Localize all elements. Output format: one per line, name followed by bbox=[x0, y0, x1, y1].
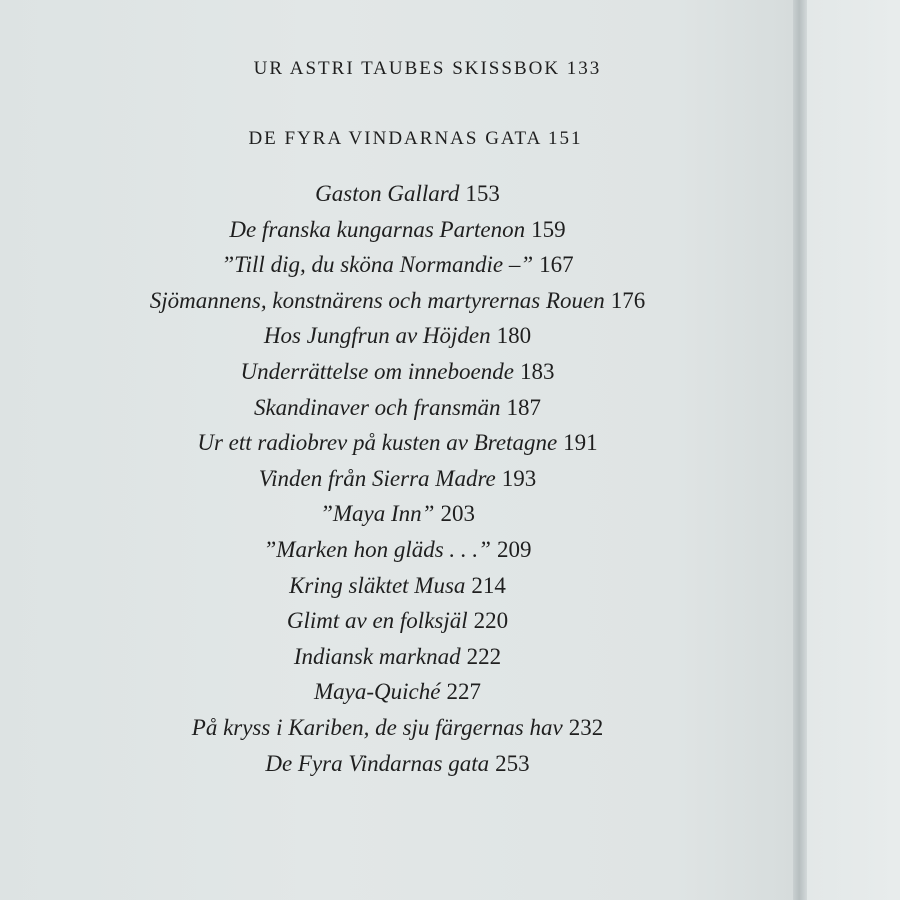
toc-entry-title: ”Till dig, du sköna Normandie –” bbox=[221, 252, 534, 278]
toc-entry-page: 153 bbox=[465, 181, 500, 206]
section-heading-skissbok: UR ASTRI TAUBES SKISSBOK 133 bbox=[253, 58, 602, 79]
toc-entry-title: Sjömannens, konstnärens och martyrernas Rouen bbox=[149, 287, 605, 313]
toc-entry bbox=[0, 318, 795, 354]
toc-entry bbox=[0, 247, 795, 283]
toc-entry-title: Vinden från Sierra Madre bbox=[258, 465, 496, 491]
toc-entry bbox=[0, 603, 795, 639]
toc-entry-title: På kryss i Kariben, de sju färgernas hav bbox=[191, 714, 563, 740]
toc-entry-title: Indiansk marknad bbox=[293, 643, 461, 669]
toc-entry bbox=[0, 710, 795, 746]
section-heading-vindarnas-gata: DE FYRA VINDARNAS GATA 151 bbox=[248, 128, 583, 149]
toc-entry-page: 232 bbox=[568, 714, 604, 740]
toc-entry-title: Glimt av en folksjäl bbox=[286, 608, 468, 634]
toc-entry bbox=[0, 390, 795, 426]
toc-entry-title: Maya-Quiché bbox=[314, 679, 441, 705]
toc-entry-title: Ur ett radiobrev på kusten av Bretagne bbox=[197, 430, 558, 456]
toc-entry bbox=[0, 354, 795, 390]
toc-entry bbox=[0, 212, 795, 248]
toc-entry-title: ”Marken hon gläds . . .” bbox=[263, 536, 491, 562]
toc-entry bbox=[0, 532, 795, 568]
toc-entry-page: 191 bbox=[563, 430, 598, 456]
toc-entry bbox=[0, 425, 795, 461]
toc-entry-title: Skandinaver och fransmän bbox=[253, 394, 501, 420]
toc-entry-title: De Fyra Vindarnas gata bbox=[265, 750, 490, 776]
toc-entry-page: 220 bbox=[473, 608, 509, 634]
toc-entry-page: 176 bbox=[610, 287, 646, 313]
toc-entry-page: 180 bbox=[496, 323, 532, 349]
toc-entry-page: 214 bbox=[471, 572, 506, 598]
toc-entry bbox=[0, 496, 795, 532]
toc-entry-title: ”Maya Inn” bbox=[320, 501, 435, 527]
toc-entry-title: De franska kungarnas Partenon bbox=[229, 216, 526, 242]
toc-entry bbox=[0, 283, 795, 319]
facing-page-edge bbox=[807, 0, 900, 900]
toc-entry bbox=[0, 176, 795, 212]
toc-entry-page: 253 bbox=[495, 750, 530, 776]
toc-entry-page: 203 bbox=[440, 501, 475, 527]
toc-entry bbox=[0, 461, 795, 497]
toc-entry bbox=[0, 746, 795, 782]
toc-entry bbox=[0, 568, 795, 604]
toc-entry bbox=[0, 674, 795, 710]
table-of-contents bbox=[0, 176, 795, 781]
toc-entry-title: Kring släktet Musa bbox=[289, 572, 466, 598]
toc-entry-page: 159 bbox=[531, 216, 566, 242]
toc-entry-title: Hos Jungfrun av Höjden bbox=[263, 323, 491, 349]
toc-entry-title: Underrättelse om inneboende bbox=[240, 358, 514, 384]
toc-entry-page: 183 bbox=[519, 358, 555, 384]
toc-entry-page: 227 bbox=[446, 679, 481, 705]
toc-entry-title: Gaston Gallard bbox=[315, 181, 460, 206]
toc-entry-page: 187 bbox=[506, 394, 542, 420]
toc-entry-page: 193 bbox=[501, 465, 537, 491]
toc-entry-page: 222 bbox=[466, 643, 502, 669]
toc-entry-page: 209 bbox=[496, 536, 532, 562]
toc-entry-page: 167 bbox=[539, 252, 574, 278]
toc-entry bbox=[0, 639, 795, 675]
